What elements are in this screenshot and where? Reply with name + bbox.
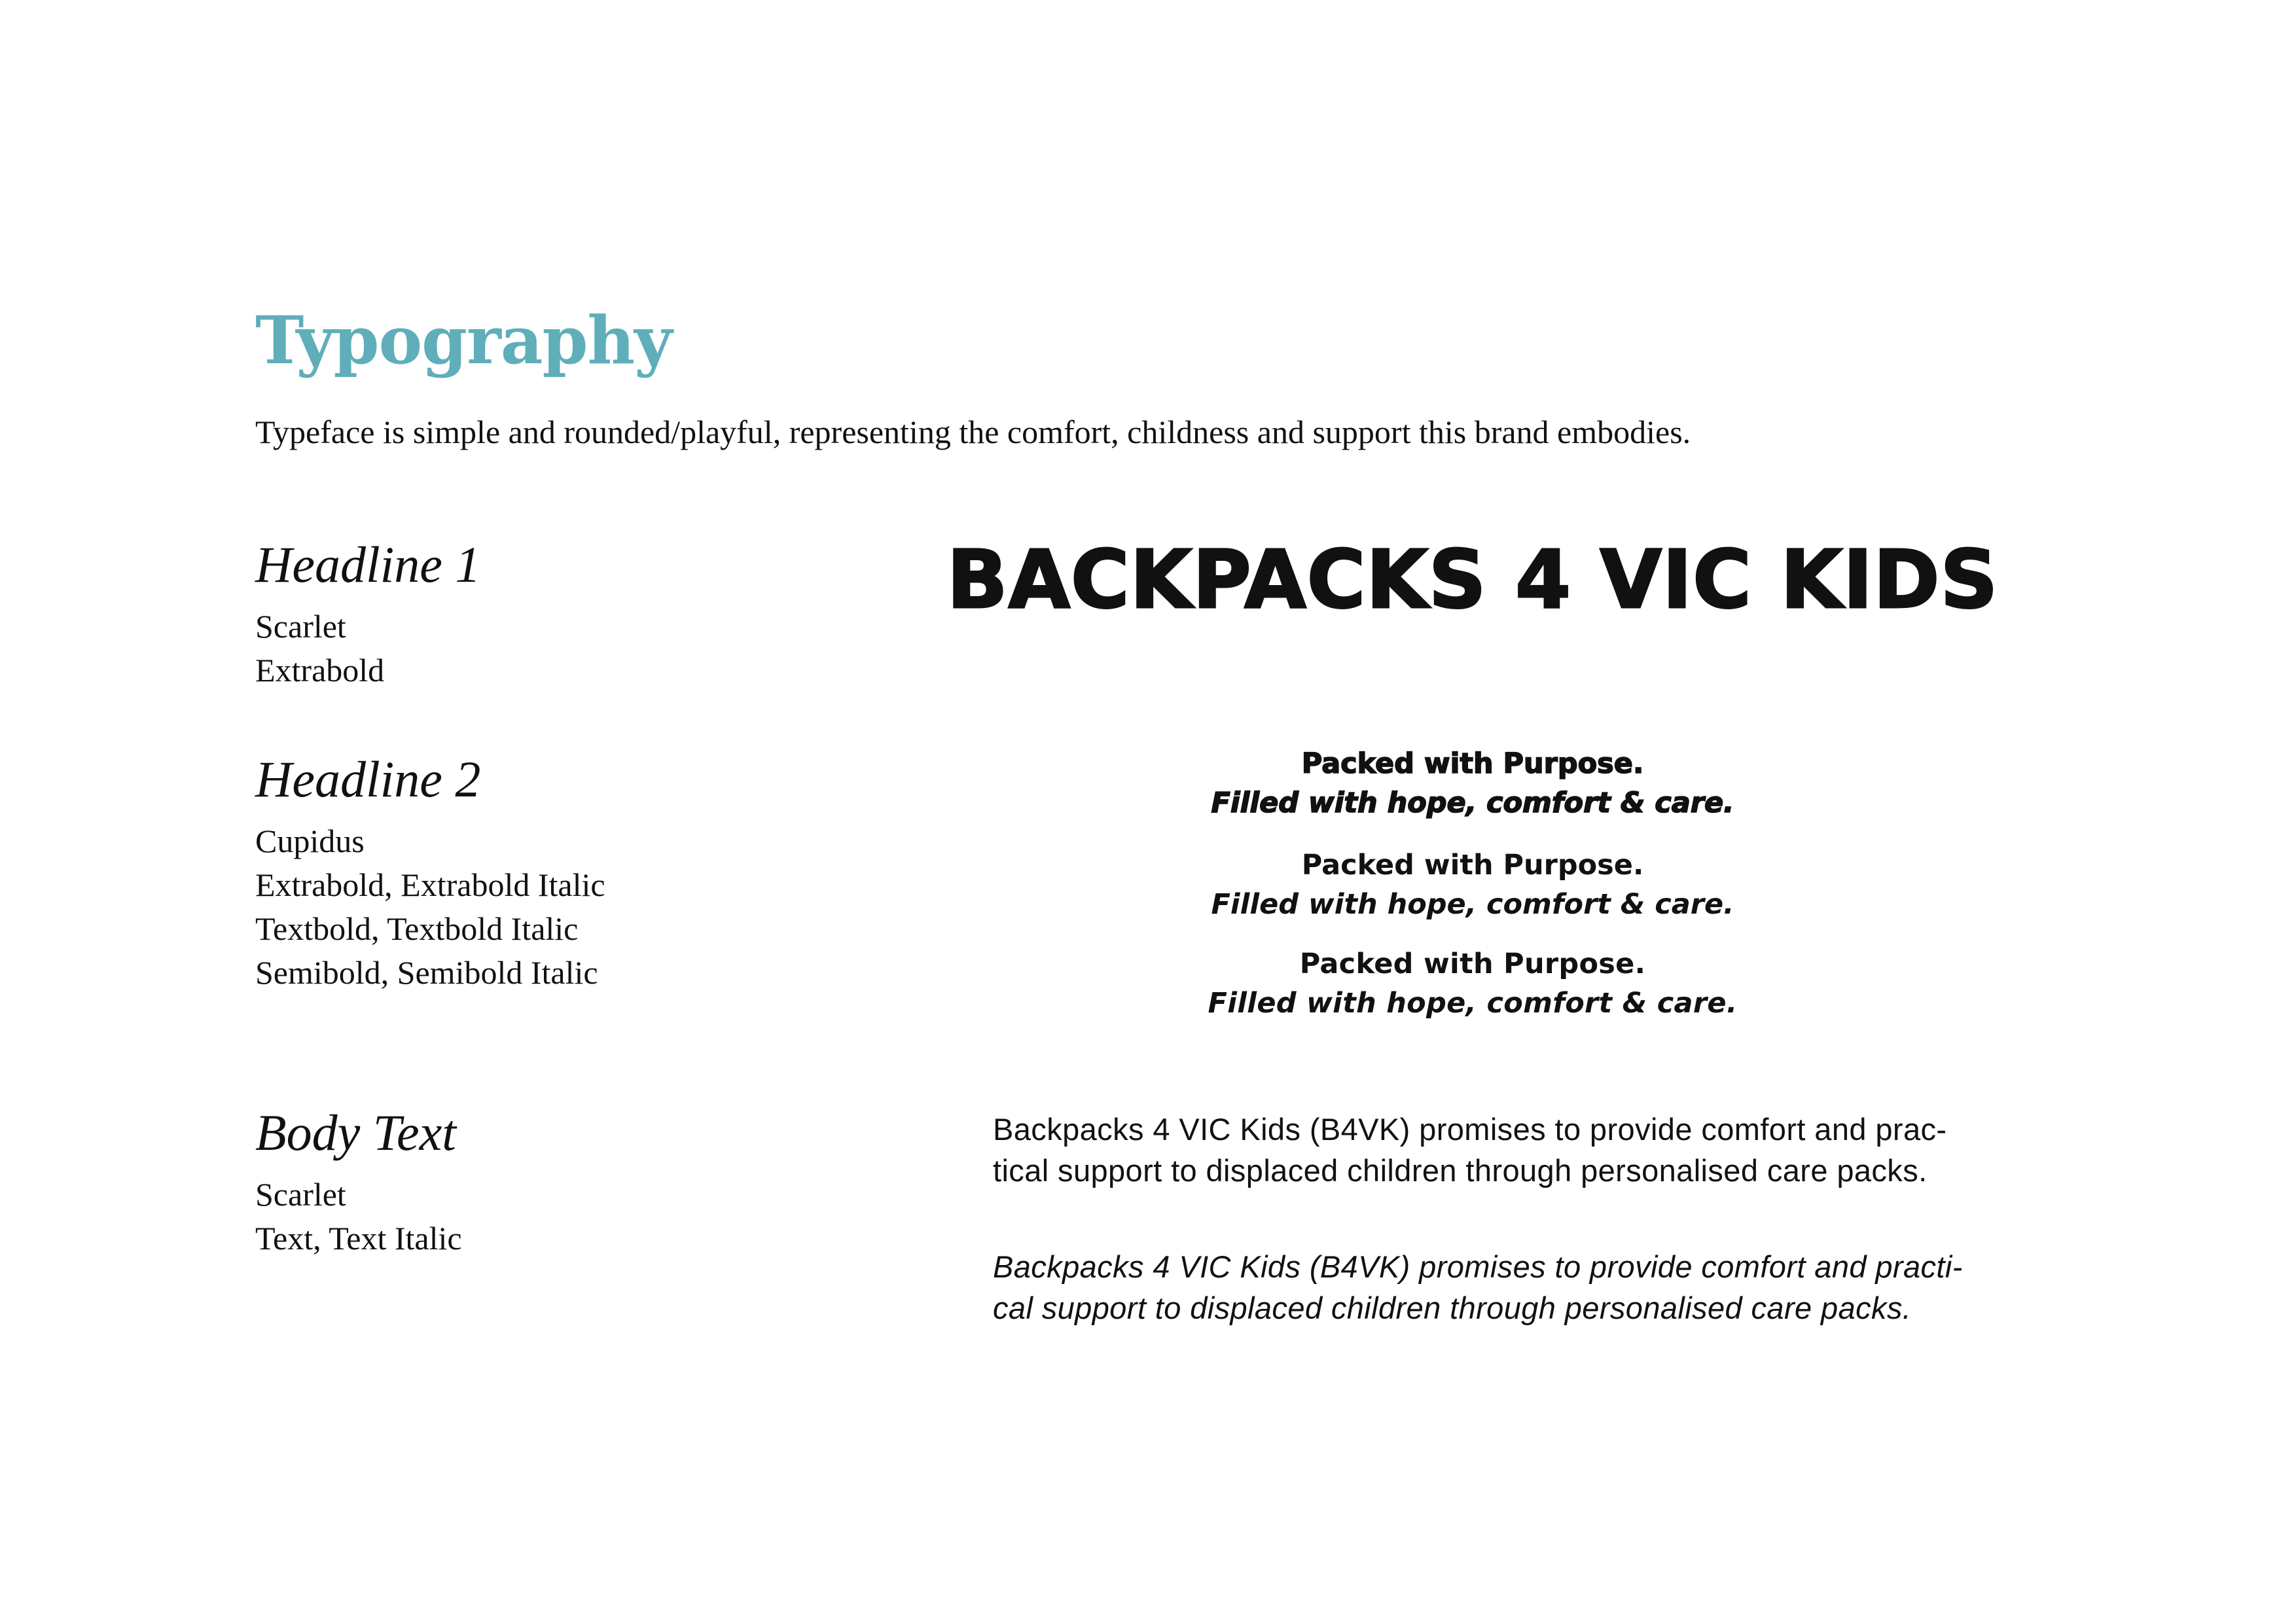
body-text-regular-sample bbox=[993, 1109, 2106, 1191]
tagline-semibold-line: Packed with Purpose. bbox=[1299, 948, 1646, 980]
headline-1-sample: BACKPACKS 4 VIC KIDS bbox=[946, 533, 1999, 626]
body-text-weight: Text, Text Italic bbox=[255, 1219, 462, 1257]
intro-text: Typeface is simple and rounded/playful, representing the comfort, childness and support this brand embodies. bbox=[255, 414, 1691, 450]
headline-2-label: Headline 2 bbox=[255, 751, 481, 808]
headline-1-weight: Extrabold bbox=[255, 651, 385, 688]
tagline-extrabold-sample bbox=[851, 744, 2094, 823]
tagline-textbold-italic-line: Filled with hope, comfort & care. bbox=[1211, 888, 1734, 921]
body-text-italic-line: cal support to displaced children through personalised care packs. bbox=[993, 1291, 1912, 1325]
headline-1-font: Scarlet bbox=[255, 607, 346, 645]
headline-2-weight-textbold: Textbold, Textbold Italic bbox=[255, 910, 579, 947]
headline-2-font: Cupidus bbox=[255, 822, 365, 859]
body-text-italic-sample bbox=[993, 1246, 2106, 1329]
tagline-semibold-sample bbox=[851, 944, 2094, 1023]
headline-2-weight-semibold: Semibold, Semibold Italic bbox=[255, 954, 598, 991]
tagline-extrabold-italic-line: Filled with hope, comfort & care. bbox=[1211, 787, 1734, 819]
headline-1-spec bbox=[255, 534, 910, 692]
body-text-regular-line: Backpacks 4 VIC Kids (B4VK) promises to provide comfort and prac- bbox=[993, 1112, 1947, 1147]
headline-2-weight-extrabold: Extrabold, Extrabold Italic bbox=[255, 866, 605, 903]
body-text-italic-line: Backpacks 4 VIC Kids (B4VK) promises to provide comfort and practi- bbox=[993, 1249, 1963, 1284]
headline-2-spec bbox=[255, 749, 910, 995]
tagline-extrabold-line: Packed with Purpose. bbox=[1301, 747, 1644, 780]
body-text-font: Scarlet bbox=[255, 1175, 346, 1213]
page-title: Typography bbox=[255, 302, 672, 379]
tagline-semibold-italic-line: Filled with hope, comfort & care. bbox=[1208, 987, 1738, 1020]
tagline-textbold-sample bbox=[851, 846, 2094, 924]
tagline-textbold-line: Packed with Purpose. bbox=[1301, 849, 1644, 882]
body-text-regular-line: tical support to displaced children through personalised care packs. bbox=[993, 1153, 1928, 1188]
headline-1-label: Headline 1 bbox=[255, 536, 481, 593]
body-text-spec bbox=[255, 1102, 910, 1260]
body-text-label: Body Text bbox=[255, 1104, 456, 1161]
